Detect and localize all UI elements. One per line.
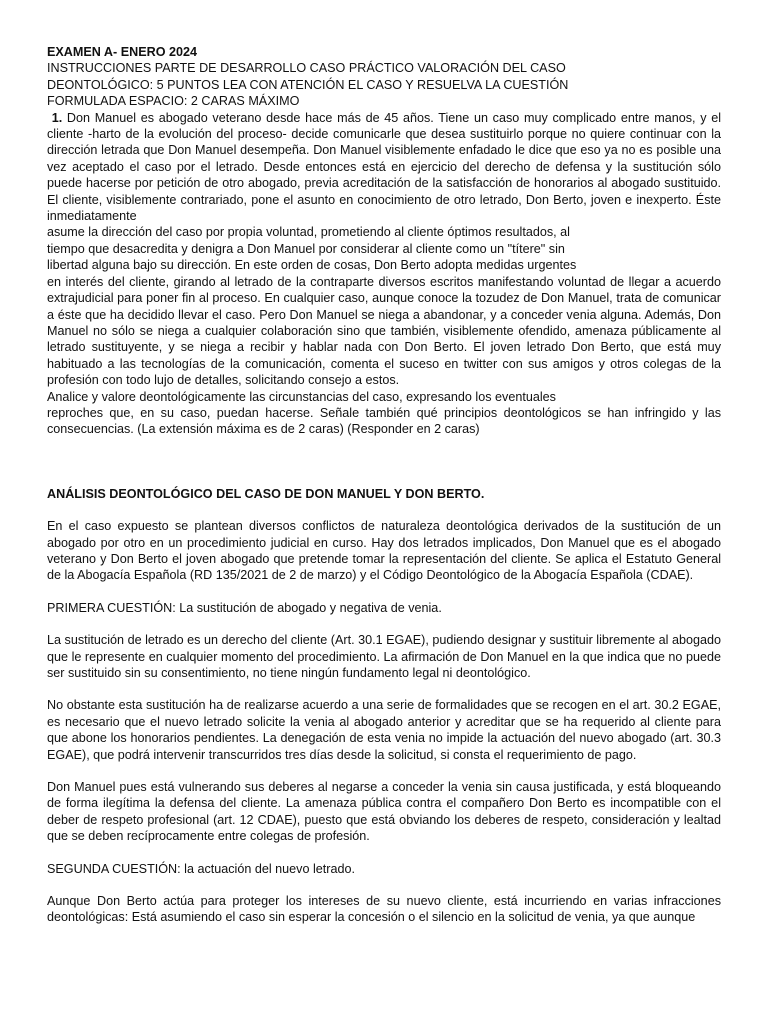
document-page: [47, 44, 721, 926]
case-number: 1.: [51, 110, 63, 125]
instructions-line-2: DEONTOLÓGICO: 5 PUNTOS LEA CON ATENCIÓN EL CASO Y RESUELVA LA CUESTIÓN: [47, 77, 569, 92]
analysis-title: ANÁLISIS DEONTOLÓGICO DEL CASO DE DON MANUEL Y DON BERTO.: [47, 486, 485, 501]
q1-paragraph-3: Don Manuel pues está vulnerando sus deberes al negarse a conceder la venia sin causa justificada, y está bloqueando de forma ilegítima la defensa del cliente. La amenaza pública contra el compañero Don Berto es incompatible con el deber de respeto profesional (art. 12 CDAE), puesto que está obviando los deberes de respeto, consideración y lealtad que se deben recíprocamente entre colegas de profesión.: [47, 780, 721, 844]
exam-title: EXAMEN A- ENERO 2024: [47, 45, 197, 59]
case-paragraph-3: reproches que, en su caso, puedan hacerse. Señale también qué principios deontológicos se han infringido y las consecuencias. (La extensión máxima es de 2 caras) (Responder en 2 caras): [47, 405, 721, 437]
q2-heading: SEGUNDA CUESTIÓN: la actuación del nuevo letrado.: [47, 861, 355, 876]
case-paragraph-1: [47, 110, 721, 225]
q1-paragraph-1: La sustitución de letrado es un derecho del cliente (Art. 30.1 EGAE), pudiendo designar y sustituir libremente al abogado que le represente en cualquier momento del procedimiento. La afirmación de Don Manuel en la que indica que no puede ser sustituido sin su consentimiento, no tiene ningún fundamento legal ni deontológico.: [47, 633, 721, 680]
analysis-intro: En el caso expuesto se plantean diversos conflictos de naturaleza deontológica derivados de la sustitución de un abogado por otro en un procedimiento judicial en curso. Hay dos letrados implicados, Don Manuel que es el abogado veterano y Don Berto el joven abogado que pretende tomar la representación del cliente. Se aplica el Estatuto General de la Abogacía Española (RD 135/2021 de 2 de marzo) y el Código Deontológico de la Abogacía Española (CDAE).: [47, 519, 721, 583]
case-line-ragged-1: asume la dirección del caso por propia voluntad, prometiendo al cliente óptimos resultados, al: [47, 225, 570, 240]
case-line-ragged-2: tiempo que desacredita y denigra a Don Manuel por considerar al cliente como un "títere" sin: [47, 241, 565, 256]
case-text-1: Don Manuel es abogado veterano desde hace más de 45 años. Tiene un caso muy complicado entre manos, y el cliente -harto de la evolución del proceso- decide comunicarle que desea sustituirlo porque no quiere continuar con la dirección letrada que Don Manuel desempeña. Don Manuel visiblemente enfadado le dice que eso ya no es posible una vez aceptado el caso por el letrado. Desde entonces está en ejercicio del derecho de defensa y la sustitución sólo puede hacerse por petición de otro abogado, previa acreditación de la satisfacción de honorarios al abogado sustituido. El cliente, visiblemente contrariado, pone el asunto en conocimiento de otro letrado, Don Berto, joven e inexperto. Éste inmediatamente: [47, 110, 722, 224]
case-paragraph-2: en interés del cliente, girando al letrado de la contraparte diversos escritos manifestando voluntad de llegar a acuerdo extrajudicial para poner fin al proceso. En cualquier caso, aunque conoce la tozudez de Don Manuel, trata de comunicar a éste que ha decidido llevar el caso. Pero Don Manuel se niega a abandonar, y a conceder venia alguna. Además, Don Manuel no sólo se niega a cualquier colaboración sino que también, visiblemente ofendido, amenaza públicamente al letrado sustituyente, y se niega a recibir y hablar nada con Don Berto. El joven letrado Don Berto, que está muy habituado a las tecnologías de la comunicación, comenta el suceso en twitter con sus amigos y otros colegas de la profesión con todo lujo de detalles, solicitando consejo a estos.: [47, 274, 721, 388]
q2-paragraph-1: Aunque Don Berto actúa para proteger los intereses de su nuevo cliente, está incurriendo en varias infracciones deontológicas: Está asumiendo el caso sin esperar la concesión o el silencio en la solicitud de venia, ya que aunque: [47, 894, 721, 925]
q1-paragraph-2: No obstante esta sustitución ha de realizarse acuerdo a una serie de formalidades que se recogen en el art. 30.2 EGAE, es necesario que el nuevo letrado solicite la venia al abogado anterior y acreditar que se ha requerido al cliente para que abone los honorarios pendientes. La denegación de esta venia no impide la actuación del nuevo abogado (art. 30.3 EGAE), que podrá intervenir transcurridos tres días desde la solicitud, si consta el requerimiento de pago.: [47, 698, 721, 762]
q1-heading: PRIMERA CUESTIÓN: La sustitución de abogado y negativa de venia.: [47, 600, 442, 615]
instructions-line-3: FORMULADA ESPACIO: 2 CARAS MÁXIMO: [47, 94, 300, 109]
case-line-ragged-3: libertad alguna bajo su dirección. En este orden de cosas, Don Berto adopta medidas urgentes: [47, 258, 577, 273]
instructions-line-1: INSTRUCCIONES PARTE DE DESARROLLO CASO PRÁCTICO VALORACIÓN DEL CASO: [47, 61, 566, 76]
exam-header: [47, 44, 721, 110]
case-line-ragged-4: Analice y valore deontológicamente las circunstancias del caso, expresando los eventuales: [47, 389, 556, 404]
